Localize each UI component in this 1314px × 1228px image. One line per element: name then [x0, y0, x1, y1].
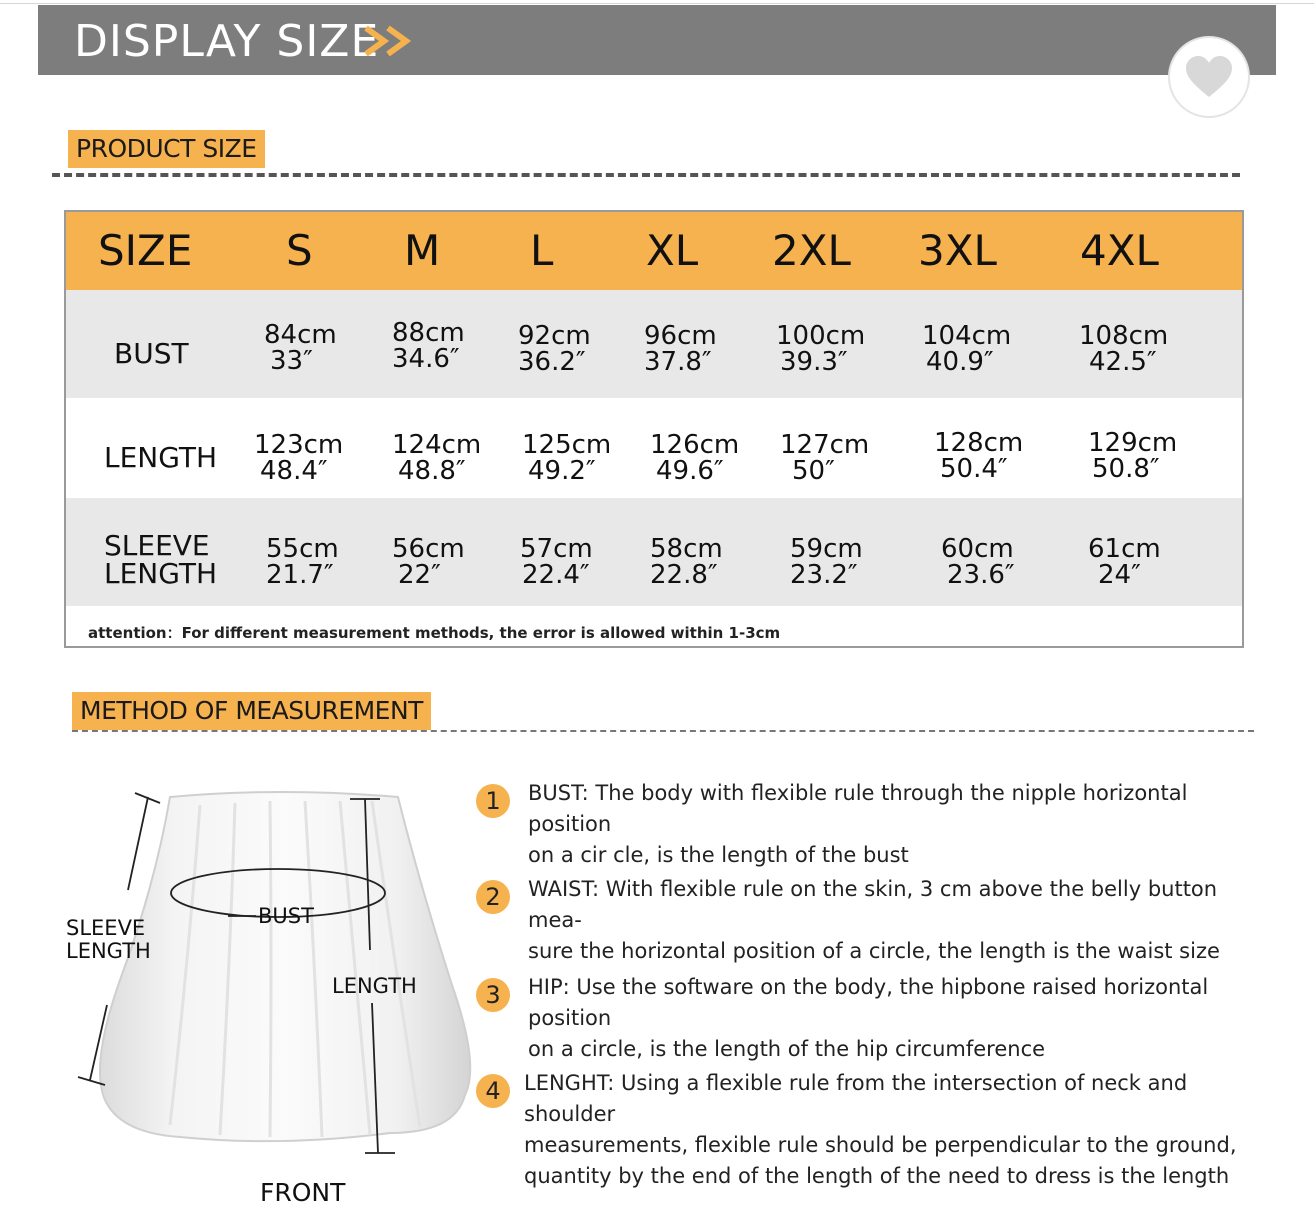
table-row-length [66, 398, 1242, 498]
table-row-bust [66, 290, 1242, 398]
size-table [64, 210, 1244, 648]
heart-icon [1184, 55, 1234, 99]
favorite-button[interactable] [1168, 36, 1250, 118]
column-header-l: L [530, 226, 554, 275]
measurement-description: HIP: Use the software on the body, the hipbone raised horizontal position on a circle, is the length of the hip circumference [528, 975, 1209, 1061]
column-header-2xl: 2XL [772, 226, 851, 275]
column-header-3xl: 3XL [918, 226, 997, 275]
table-cell: 57cm 22.4″ [520, 534, 593, 590]
step-number-badge: 1 [476, 784, 510, 818]
display-size-banner [38, 5, 1276, 75]
table-row-sleeve-length [66, 498, 1242, 606]
double-chevron-right-icon [362, 25, 422, 57]
diagram-label-front: FRONT [260, 1178, 346, 1207]
diagram-label-length: LENGTH [332, 974, 417, 998]
table-cell: 108cm 42.5″ [1079, 321, 1169, 377]
table-cell: 96cm 37.8″ [644, 321, 717, 377]
table-cell: 123cm 48.4″ [254, 430, 344, 486]
row-label-length: LENGTH [104, 441, 218, 474]
method-of-measurement-tag: METHOD OF MEASUREMENT [72, 692, 431, 730]
product-size-divider [52, 173, 1240, 177]
table-cell: 84cm 33″ [264, 320, 337, 376]
top-divider [0, 3, 1314, 4]
measurement-description: LENGHT: Using a flexible rule from the intersection of neck and shoulder measurements, flexible rule should be perpendicular to the ground, quantity by the end of the length of the need to dress is the length [524, 1071, 1237, 1188]
attention-note: attention：For different measurement methods, the error is allowed within 1-3cm [88, 624, 781, 642]
table-cell: 100cm 39.3″ [776, 321, 866, 377]
diagram-label-bust: BUST [258, 904, 314, 928]
step-number-badge: 3 [476, 978, 510, 1012]
table-cell: 128cm 50.4″ [934, 428, 1024, 484]
table-cell: 61cm 24″ [1088, 534, 1161, 590]
step-number-badge: 4 [476, 1074, 510, 1108]
method-divider [72, 730, 1254, 732]
size-table-header [66, 212, 1242, 290]
table-cell: 60cm 23.6″ [941, 534, 1015, 590]
row-label-bust: BUST [114, 337, 189, 370]
column-header-4xl: 4XL [1080, 226, 1159, 275]
table-cell: 124cm 48.8″ [392, 430, 482, 486]
table-cell: 58cm 22.8″ [650, 534, 723, 590]
table-cell: 125cm 49.2″ [522, 430, 612, 486]
skirt-measurement-diagram [60, 765, 490, 1215]
table-cell: 55cm 21.7″ [266, 534, 339, 590]
column-header-xl: XL [646, 226, 699, 275]
measurement-description: WAIST: With flexible rule on the skin, 3 cm above the belly button mea- sure the horizontal position of a circle, the length is the waist size [528, 877, 1220, 963]
table-cell: 59cm 23.2″ [790, 534, 863, 590]
row-label-sleeve-length: SLEEVE LENGTH [104, 529, 218, 590]
table-cell: 127cm 50″ [780, 430, 870, 486]
skirt-illustration [60, 765, 490, 1215]
step-number-badge: 2 [476, 880, 510, 914]
column-header-size: SIZE [98, 226, 193, 275]
table-cell: 104cm 40.9″ [922, 321, 1012, 377]
table-cell: 56cm 22″ [392, 534, 465, 590]
table-cell: 126cm 49.6″ [650, 430, 740, 486]
table-cell: 129cm 50.8″ [1088, 428, 1178, 484]
column-header-m: M [404, 226, 441, 275]
measurement-description: BUST: The body with flexible rule through the nipple horizontal position on a cir cle, is the length of the bust [528, 781, 1188, 867]
table-cell: 92cm 36.2″ [518, 321, 591, 377]
diagram-label-sleeve-length: SLEEVE LENGTH [66, 916, 151, 963]
table-cell: 88cm 34.6″ [392, 318, 465, 374]
banner-title: DISPLAY SIZE [74, 16, 380, 67]
product-size-tag: PRODUCT SIZE [68, 130, 265, 168]
column-header-s: S [286, 226, 313, 275]
